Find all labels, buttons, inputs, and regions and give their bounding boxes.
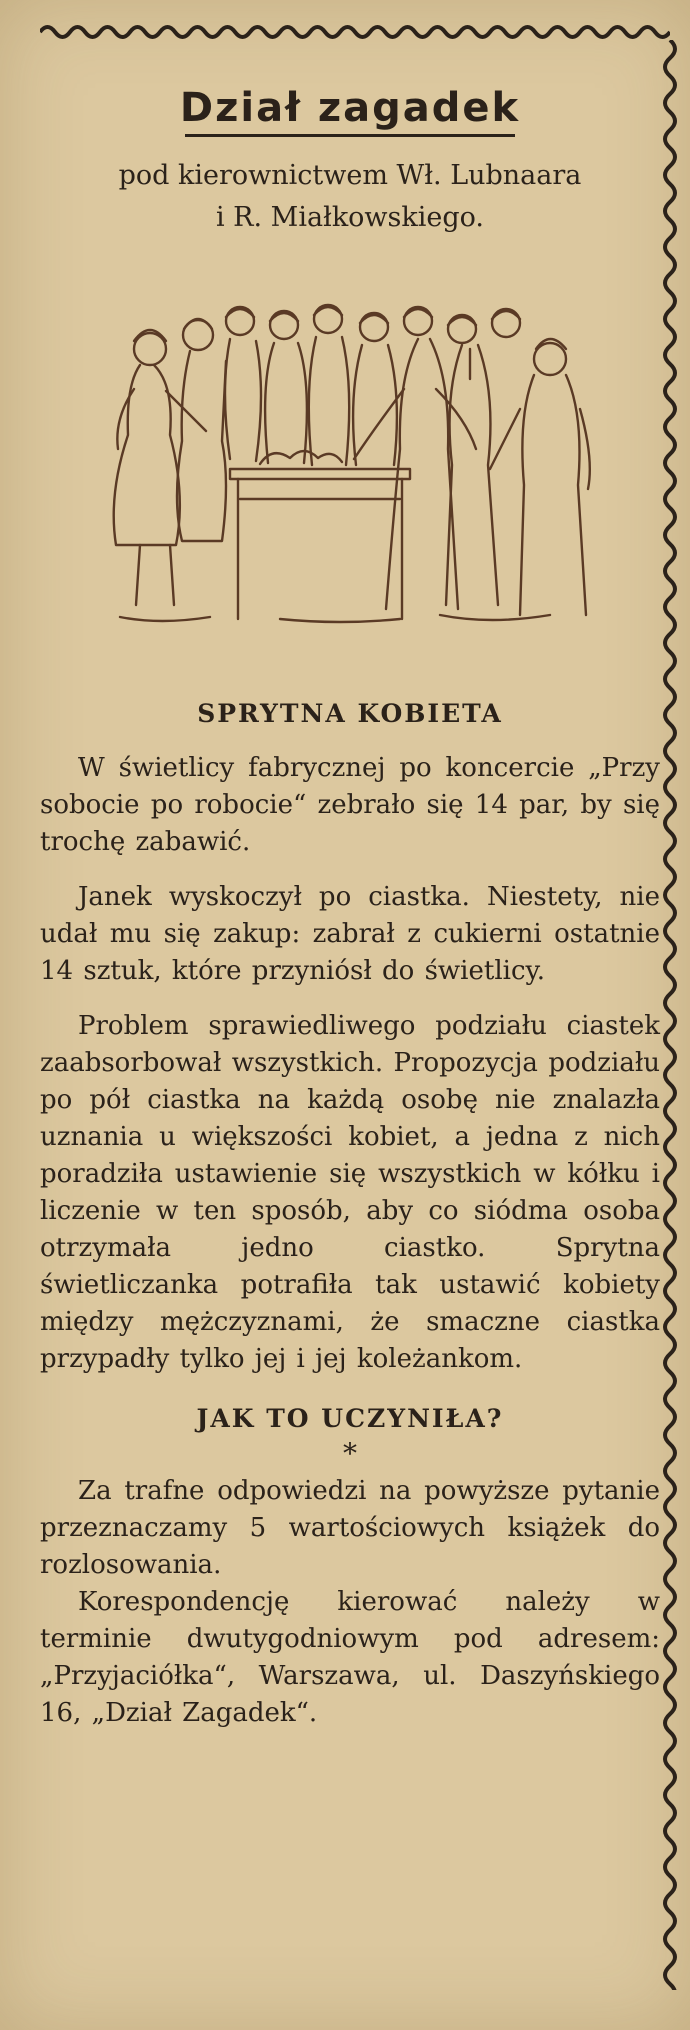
top-wavy-border bbox=[40, 22, 670, 42]
story-title: SPRYTNA KOBIETA bbox=[197, 699, 503, 728]
correspondence-address: Korespondencję kierować należy w terminie dwutygodniowym pod adresem: „Przyjaciółka“, Warszawa, ul. Daszyńskiego 16, „Dział Zagadek“. bbox=[40, 1587, 660, 1728]
story-paragraph-3: Problem sprawiedliwego podziału ciastek zaabsorbował wszystkich. Propozycja podziału po pół ciastka na każdą osobę nie znalazła uznania u większości kobiet, a jedna z nich poradziła ustawienie się wszystkich w kółku i liczenie w ten sposób, aby co siódma osoba otrzymała jedno ciastko. Sprytna świetliczanka potrafiła tak ustawić kobiety między mężczyznami, że smaczne ciastka przypadły tylko jej i jej koleżankom. bbox=[40, 1011, 660, 1374]
story-paragraph-1: W świetlicy fabrycznej po koncercie „Przy sobocie po robocie“ zebrało się 14 par, by się trochę zabawić. bbox=[40, 753, 660, 857]
right-wavy-border bbox=[658, 40, 682, 1990]
column-editors-line2: i R. Miałkowskiego. bbox=[215, 202, 485, 233]
story-paragraph-2: Janek wyskoczył po ciastka. Niestety, nie udał mu się zakup: zabrał z cukierni ostatnie 14 sztuk, które przyniósł do świetlicy. bbox=[40, 882, 660, 986]
riddle-question: JAK TO UCZYNIŁA? bbox=[196, 1404, 504, 1433]
crowd-at-table-illustration bbox=[80, 299, 620, 639]
asterisk-separator: * bbox=[343, 1437, 357, 1470]
column-title: Dział zagadek bbox=[179, 85, 521, 131]
prize-announcement: Za trafne odpowiedzi na powyższe pytanie przeznaczamy 5 wartościowych książek do rozlosowania. bbox=[40, 1476, 660, 1580]
column-editors-line1: pod kierownictwem Wł. Lubnaara bbox=[118, 160, 582, 191]
column-body bbox=[40, 70, 660, 1732]
title-underline bbox=[185, 134, 515, 137]
